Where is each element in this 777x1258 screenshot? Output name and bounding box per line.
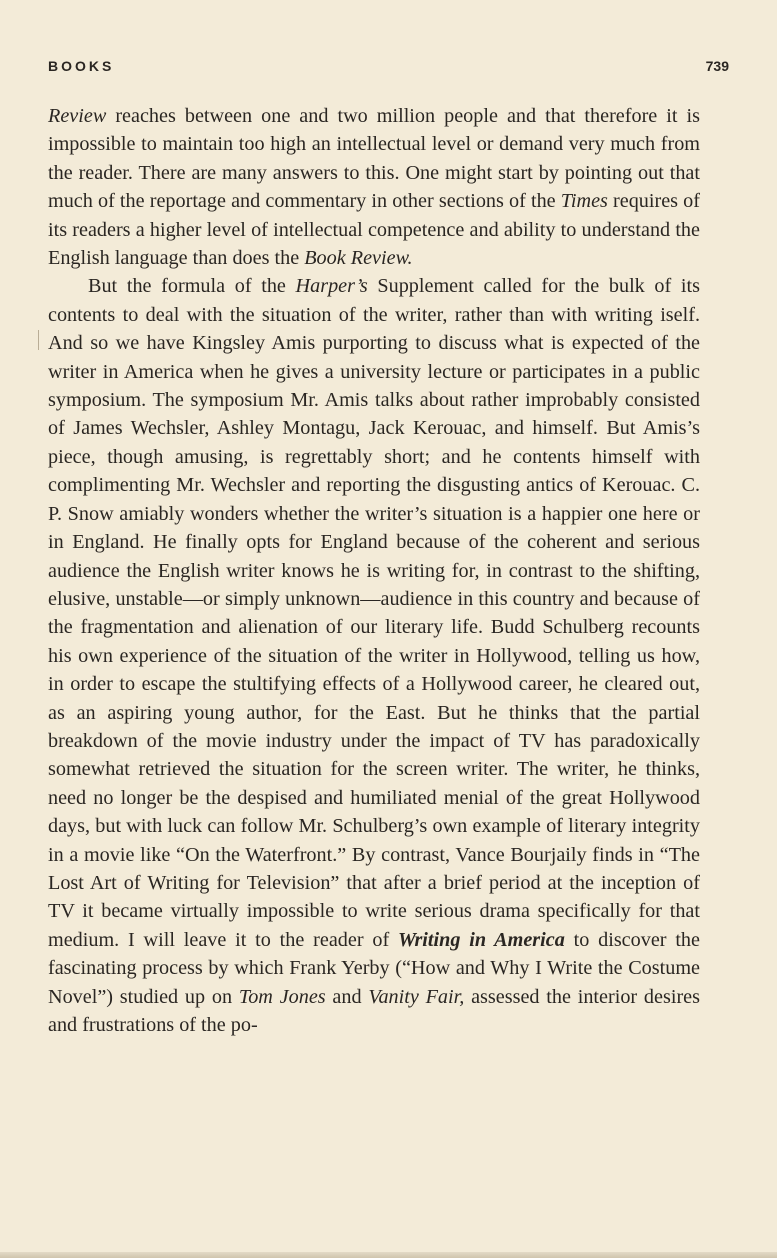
text-run: assessed the interior desires and frustrations of the po- [48,985,700,1036]
italic-title-run: Harper’s [295,275,368,298]
italic-title-run: Vanity Fair, [368,985,465,1008]
margin-mark [38,330,39,350]
text-run: Supplement called for the bulk of its contents to deal with the situation of the writer, rather than with writing iself. And so we have Kingsley Amis purporting to discuss what is expected of the writer in America when he gives a university lecture or participates in a public symposium. The symposium Mr. Amis talks about rather improbably consisted of James Wechsler, Ashley Montagu, Jack Kerouac, and himself. But Amis’s piece, though amusing, is regrettably short; and he contents himself with complimenting Mr. Wechsler and reporting the disgusting antics of Kerouac. C. P. Snow amiably wonders whether the writer’s situation is a happier one here or in England. He finally opts for England because of the coherent and serious audience the English writer knows he is writing for, in contrast to the shifting, elusive, unstable—or simply unknown—audience in this country and because of the fragmentation and alienation of our literary life. Budd Schulberg recounts his own experience of the situation of the writer in Hollywood, telling us how, in order to escape the stultifying effects of a Hollywood career, he cleared out, as an aspiring young author, for the East. But he thinks that the partial breakdown of the movie industry under the impact of TV has paradoxically somewhat retrieved the situation for the screen writer. The writer, he thinks, need no longer be the despised and humiliated menial of the great Hollywood days, but with luck can follow Mr. Schulberg’s own example of literary integrity in a movie like “On the Waterfront.” By contrast, Vance Bourjaily finds in “The Lost Art of Writing for Television” that after a brief period at the inception of TV it became virtually impossible to write serious drama specifically for that medium. I will leave it to the reader of [48,275,700,951]
page-bottom-edge [0,1252,777,1258]
paragraph-1 [48,102,700,272]
page-number: 739 [705,58,729,74]
italic-title-run: Review [48,105,107,127]
italic-title-run: Book Review. [304,247,413,270]
italic-title-run: Tom Jones [238,985,326,1008]
article-body [48,102,700,1039]
text-run: requires of its readers a higher level of intellectual competence and ability to understand the English language than does the [48,190,700,270]
section-title: BOOKS [48,58,115,74]
italic-title-run: Times [560,190,608,213]
text-run: to discover the fascinating process by which Frank Yerby (“How and Why I Write the Costume Novel”) studied up on [48,928,700,1008]
text-run: and [325,985,369,1008]
text-run: But the formula of the [88,275,296,298]
italic-title-run: Writing in America [398,928,565,951]
text-run: reaches between one and two million people and that therefore it is impossible to maintain too high an intellectual level or demand very much from the reader. There are many answers to this. One might start by pointing out that much of the reportage and commentary in other sections of the [48,105,700,213]
paragraph-2 [48,272,700,1039]
running-head [48,58,729,78]
